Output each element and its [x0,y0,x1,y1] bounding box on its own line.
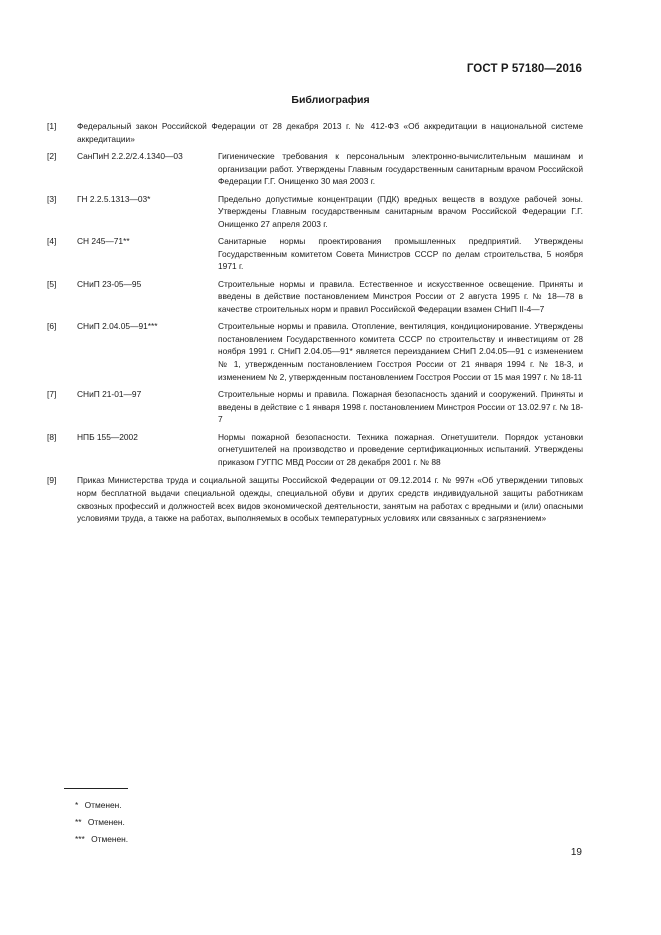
entry-code: СН 245—71** [77,236,130,247]
bibliography-entry-6 [47,320,583,383]
footnote-mark: * [75,800,79,810]
entry-text: Федеральный закон Российской Федерации от 28 декабря 2013 г. № 412-ФЗ «Об аккредитации в национальной системе аккредитации» [77,121,583,144]
entry-text: Строительные нормы и правила. Пожарная безопасность зданий и сооружений. Приняты и введены в действие с 1 января 1998 г. постановлением Минстроя России от 13.02.97 г. № 18-7 [218,389,583,425]
bibliography-entry-9 [47,474,583,524]
footnote-divider [64,788,128,789]
entry-number: [1] [47,121,57,131]
entry-text: Гигиенические требования к персональным электронно-вычислительным машинам и организации работ. Утверждены Главным государственным санитарным врачом Российской Федерации Г.Г. Онищенко 30 мая 2003 г. [218,150,583,187]
entry-number: [6] [47,321,57,332]
standard-header: ГОСТ Р 57180—2016 [466,63,582,75]
bibliography-entry-8 [47,431,583,469]
footnote [75,797,128,814]
entry-text: Приказ Министерства труда и социальной защиты Российской Федерации от 09.12.2014 г. № 997н «Об утверждении типовых норм бесплатной выдачи специальной одежды, специальной обуви и других средств индивидуальной защиты работникам сквозных профессий и должностей всех видов экономической деятельности, занятым на работах с вредными и (или) опасными условиями труда, а также на работах, выполняемых в особых температурных условиях или связанных с загрязнением» [77,475,583,524]
entry-code: СНиП 23-05—95 [77,278,142,289]
footnote-mark: *** [75,834,85,844]
entry-text: Строительные нормы и правила. Отопление, вентиляция, кондиционирование. Утверждены постановлением Государственного комитета СССР по строительству и инвестициям от 28 ноября 1991 г. СНиП 2.04.05—91* является переизданием СНиП 2.04.05—91 с изменением № 1, утвержденным постановлением Госстроя России от 21 января 1994 г. № 18-3, и изменением № 2, утвержденным постановлением Госстроя России от 15 мая 1997 г. № 18-11 [218,321,583,382]
entry-code: СНиП 21-01—97 [77,389,142,400]
entry-text: Санитарные нормы проектирования промышленных предприятий. Утверждены Государственным комитетом Совета Министров СССР по делам строительства, 5 ноября 1971 г. [218,236,583,272]
entry-number: [4] [47,236,57,247]
bibliography-entry-2 [47,150,583,188]
entry-number: [7] [47,389,57,400]
bibliography-list [47,120,583,530]
footnotes [75,797,128,848]
entry-text: Предельно допустимые концентрации (ПДК) вредных веществ в воздухе рабочей зоны. Утверждены Главным государственным санитарным врачом Российской Федерации Г.Г. Онищенко 27 апреля 2003 г. [218,193,583,229]
bibliography-entry-7 [47,388,583,426]
footnote-text: Отменен. [84,800,122,810]
entry-text: Нормы пожарной безопасности. Техника пожарная. Огнетушители. Порядок установки огнетушителей на производство и проведение сертификационных испытаний. Утверждены приказом ГУГПС МВД России от 28 декабря 2001 г. № 88 [218,431,583,467]
entry-code: СанПиН 2.2.2/2.4.1340—03 [77,150,183,161]
entry-number: [5] [47,278,57,289]
page-number: 19 [570,847,582,858]
footnote-text: Отменен. [91,834,129,844]
footnote-mark: ** [75,817,82,827]
footnote-text: Отменен. [87,817,125,827]
bibliography-entry-1 [47,120,583,145]
entry-number: [9] [47,475,57,486]
entry-code: ГН 2.2.5.1313—03* [77,193,151,204]
bibliography-entry-4 [47,235,583,273]
entry-code: СНиП 2.04.05—91*** [77,321,158,332]
entry-text: Строительные нормы и правила. Естественное и искусственное освещение. Приняты и введены в действие постановлением Минстроя России от 2 августа 1995 г. № 18—78 в качестве строительных норм и правил Российской Федерации взамен СНиП II-4—7 [218,278,583,314]
footnote [75,814,128,831]
footnote [75,831,128,848]
entry-number: [8] [47,431,57,442]
bibliography-entry-5 [47,278,583,316]
entry-number: [3] [47,193,57,204]
entry-code: НПБ 155—2002 [77,431,138,442]
entry-number: [2] [47,150,57,161]
section-title: Библиография [291,94,370,106]
bibliography-entry-3 [47,193,583,231]
